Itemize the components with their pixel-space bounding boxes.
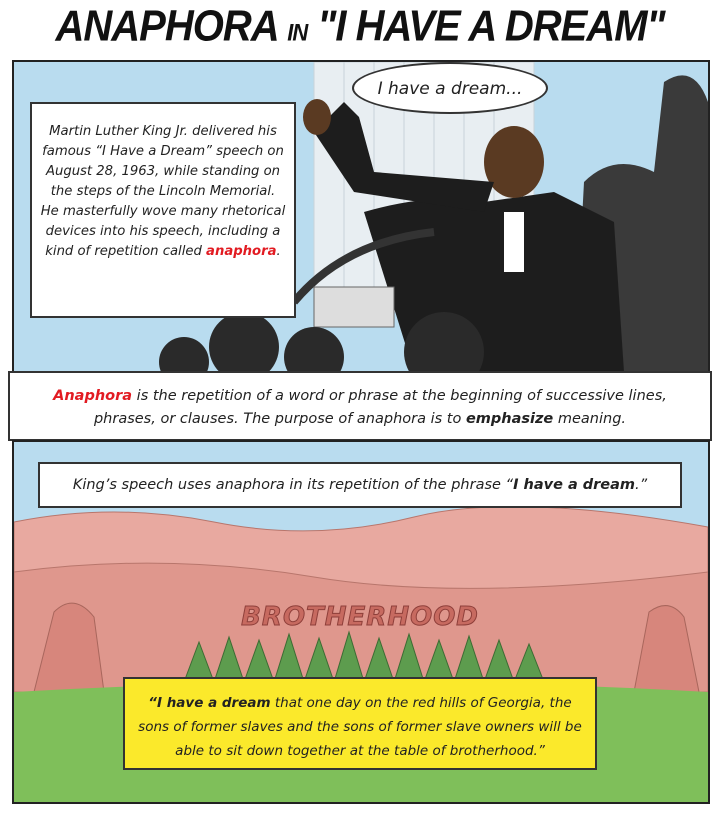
title-phrase: "I HAVE A DREAM" xyxy=(317,1,665,51)
intro-caption-box xyxy=(30,102,296,318)
title-word-in: IN xyxy=(287,18,308,46)
quote-bold: “I have a dream xyxy=(148,695,271,711)
definition-text: is the repetition of a word or phrase at the beginning of successive lines, phrases, or clauses. The purpose of anaphora is to xyxy=(93,388,667,427)
intro-highlight-anaphora: anaphora xyxy=(206,244,277,259)
usage-caption-box xyxy=(38,462,682,508)
usage-text: King’s speech uses anaphora in its repetition of the phrase “ xyxy=(72,477,514,493)
usage-phrase: I have a dream xyxy=(513,477,636,493)
definition-term: Anaphora xyxy=(53,388,133,404)
quote-text: that one day on the red hills of Georgia, the sons of former slaves and the sons of former slave owners will be able to sit down together at the table of brotherhood.” xyxy=(138,695,582,759)
page-title xyxy=(0,2,720,52)
speech-bubble-text: I have a dream... xyxy=(377,79,523,99)
speech-bubble xyxy=(352,62,548,114)
intro-text: Martin Luther King Jr. delivered his famous “I Have a Dream” speech on August 28, 1963, while standing on the steps of the Lincoln Memorial. He masterfully wove many rhetorical devices into his speech, including a kind of repetition called xyxy=(40,124,286,259)
brotherhood-sign: BROTHERHOOD xyxy=(241,602,479,632)
definition-emphasis: emphasize xyxy=(465,411,554,427)
definition-box xyxy=(8,371,712,441)
title-word-anaphora: ANAPHORA xyxy=(55,1,278,51)
definition-text-end: meaning. xyxy=(553,411,627,427)
intro-end: . xyxy=(276,244,281,259)
usage-end: .” xyxy=(635,477,648,493)
quote-box xyxy=(123,677,597,770)
